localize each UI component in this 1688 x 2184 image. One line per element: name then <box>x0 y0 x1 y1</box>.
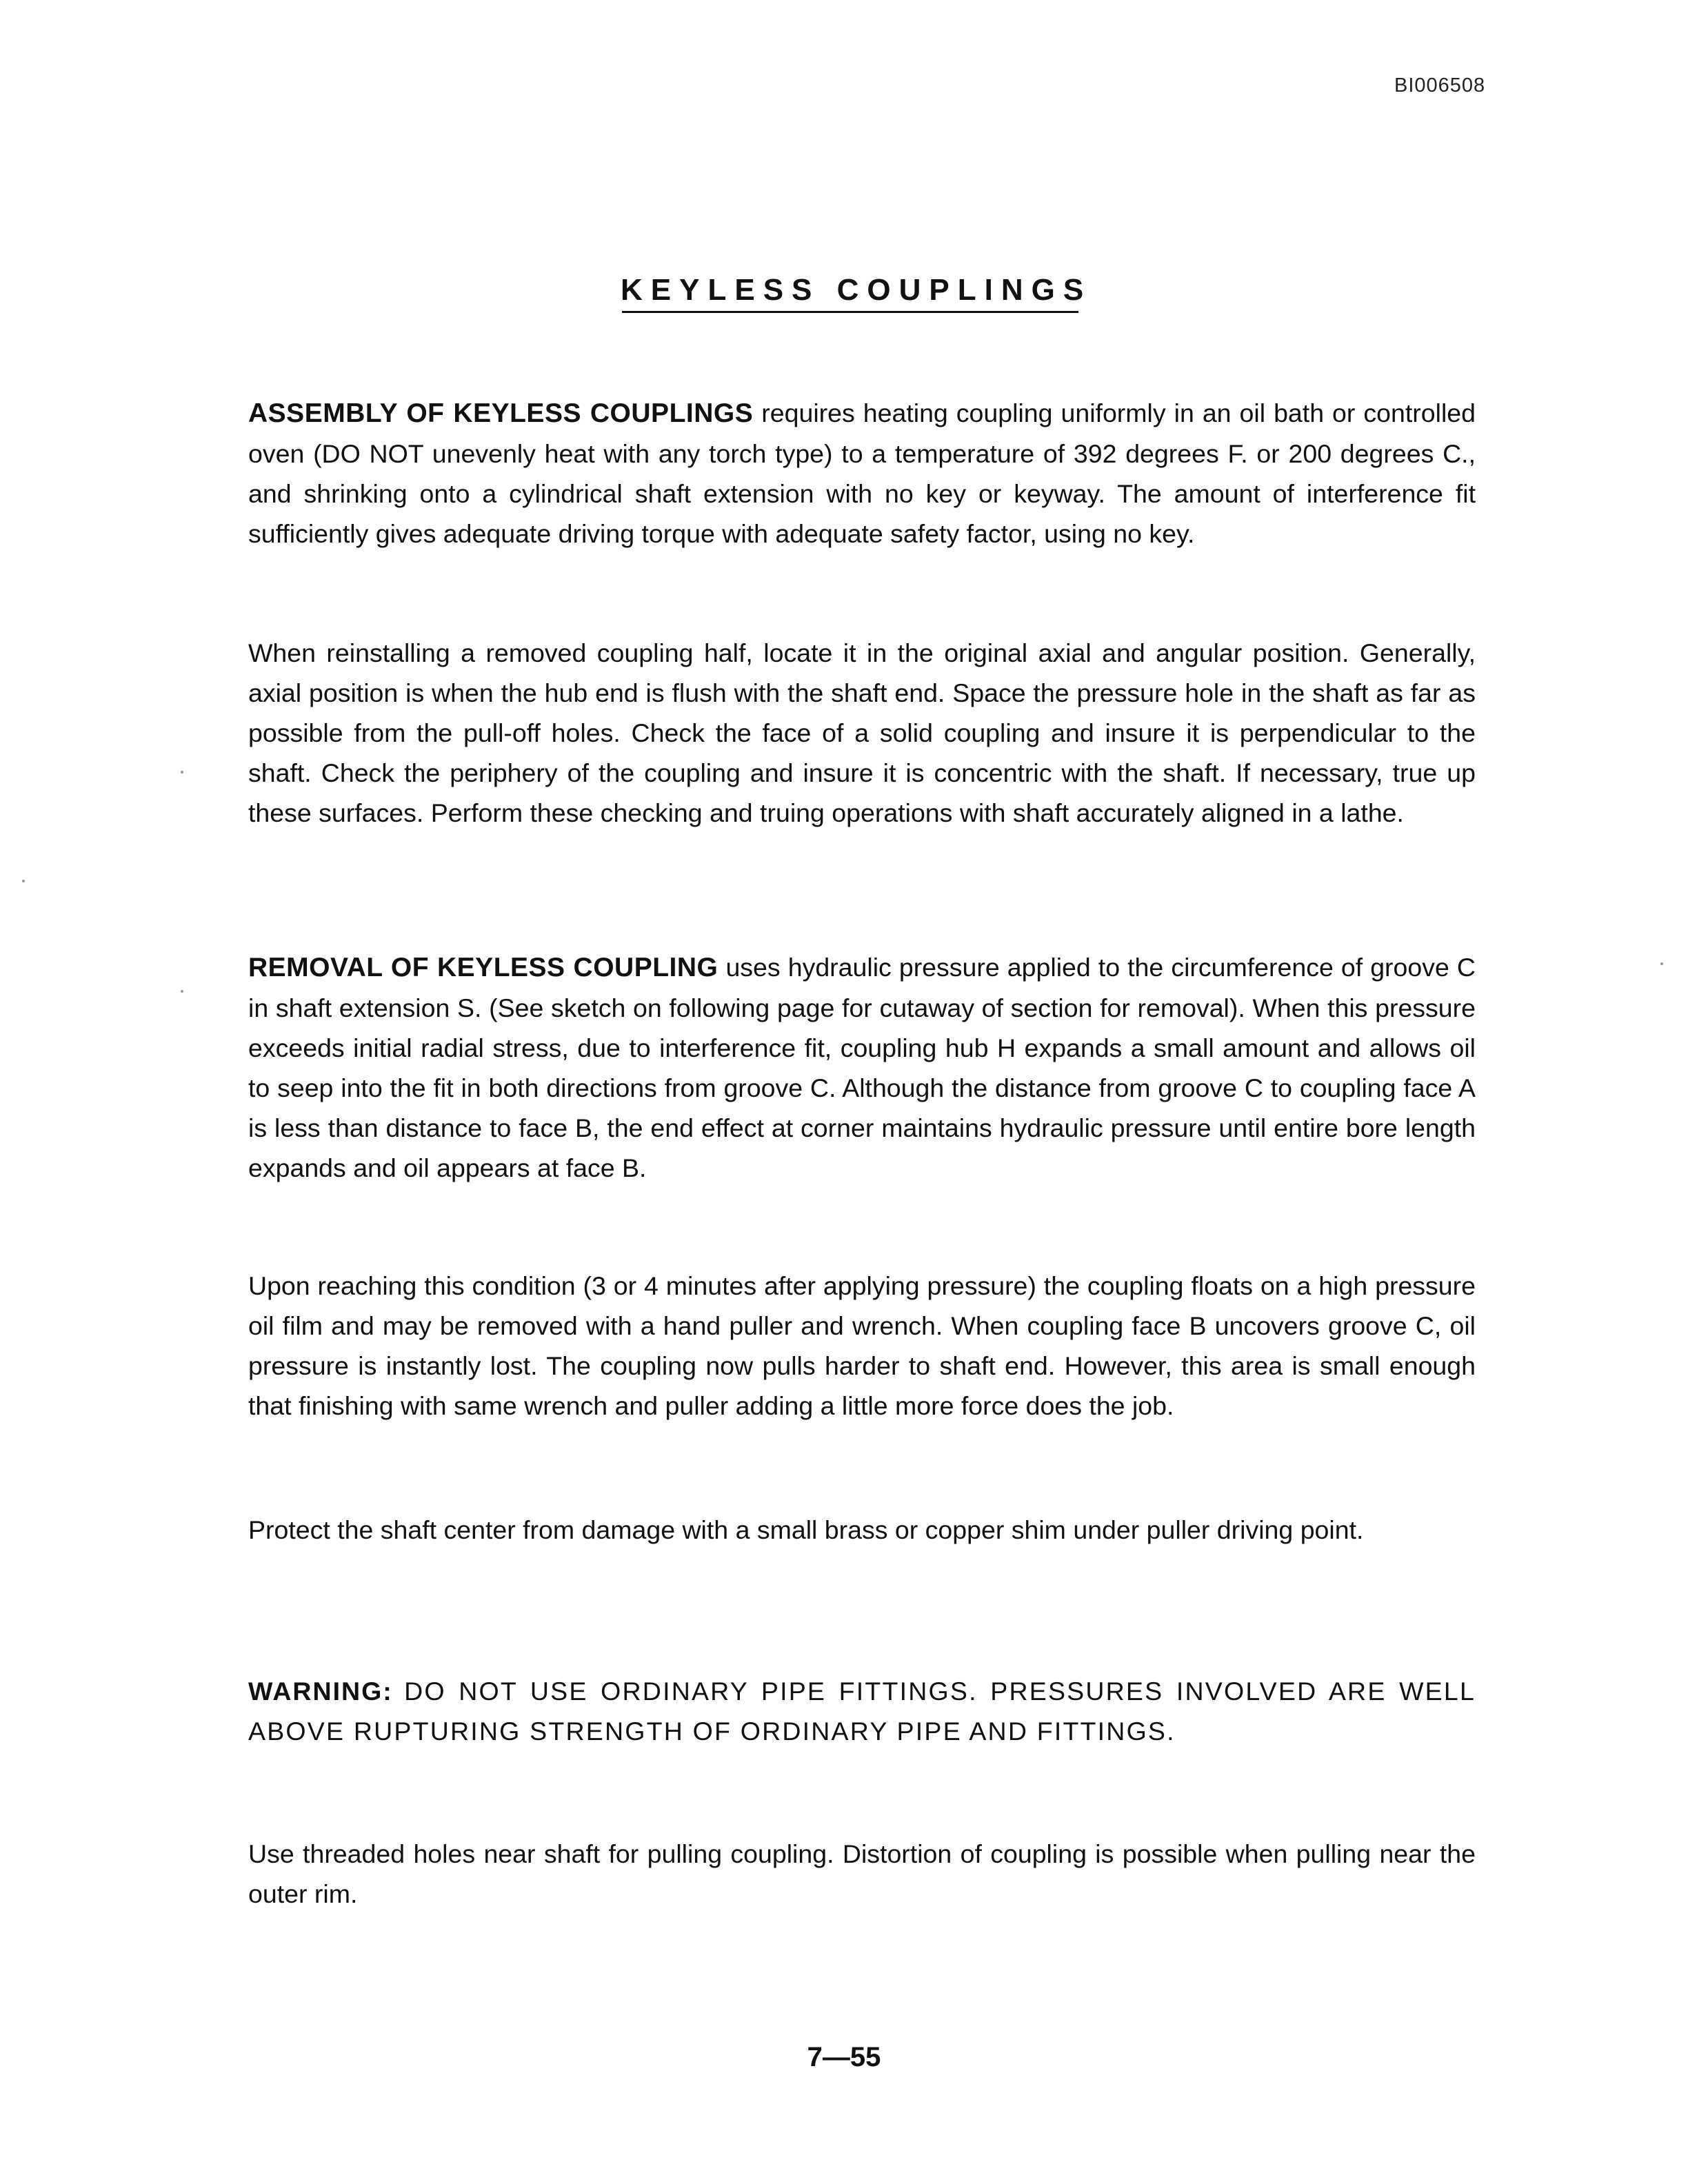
paragraph-text: Use threaded holes near shaft for pulling coupling. Distortion of coupling is possible when pulling near the outer rim. <box>248 1839 1476 1908</box>
paragraph-condition <box>248 1266 1476 1426</box>
scan-speck <box>1660 962 1663 965</box>
warning-block <box>248 1671 1476 1751</box>
paragraph-text: requires heating coupling uniformly in an oil bath or controlled oven (DO NOT unevenly heat with any torch type) to a temperature of 392 degrees F. or 200 degrees C., and shrinking onto a cylindrical shaft extension with no key or keyway. The amount of interference fit sufficiently gives adequate driving torque with adequate safety factor, using no key. <box>248 398 1476 548</box>
paragraph-assembly <box>248 393 1476 554</box>
paragraph-protect <box>248 1510 1476 1550</box>
paragraph-text: When reinstalling a removed coupling half, locate it in the original axial and angular position. Generally, axial position is when the hub end is flush with the shaft end. Space the pressure hole in the shaft as far as possible from the pull-off holes. Check the face of a solid coupling and insure it is perpendicular to the shaft. Check the periphery of the coupling and insure it is concentric with the shaft. If necessary, true up these surfaces. Perform these checking and truing operations with shaft accurately aligned in a lathe. <box>248 638 1476 827</box>
paragraph-closing <box>248 1834 1476 1914</box>
paragraph-text: Upon reaching this condition (3 or 4 minutes after applying pressure) the coupling floats on a high pressure oil film and may be removed with a hand puller and wrench. When coupling face B uncovers groove C, oil pressure is instantly lost. The coupling now pulls harder to shaft end. However, this area is small enough that finishing with same wrench and puller adding a little more force does the job. <box>248 1271 1476 1420</box>
scan-speck <box>181 990 183 993</box>
title-underline <box>622 311 1078 313</box>
document-id: BI006508 <box>1394 74 1486 97</box>
paragraph-lead: ASSEMBLY OF KEYLESS COUPLINGS <box>248 398 754 428</box>
scan-speck <box>181 771 183 774</box>
paragraph-reinstalling <box>248 633 1476 833</box>
scan-speck <box>22 880 25 882</box>
paragraph-text: uses hydraulic pressure applied to the circumference of groove C in shaft extension S. (See sketch on following page for cutaway of section for removal). When this pressure exceeds initial radial stress, due to interference fit, coupling hub H expands a small amount and allows oil to seep into the fit in both directions from groove C. Although the distance from groove C to coupling face A is less than distance to face B, the end effect at corner maintains hydraulic pressure until entire bore length expands and oil appears at face B. <box>248 953 1476 1182</box>
paragraph-lead: REMOVAL OF KEYLESS COUPLING <box>248 953 719 982</box>
page-number: 7—55 <box>807 2042 881 2072</box>
warning-label: WARNING: <box>248 1677 393 1706</box>
page-title: KEYLESS COUPLINGS <box>621 273 1092 307</box>
paragraph-removal <box>248 947 1476 1188</box>
warning-text: DO NOT USE ORDINARY PIPE FITTINGS. PRESSURES INVOLVED ARE WELL ABOVE RUPTURING STRENGTH OF ORDINARY PIPE AND FITTINGS. <box>248 1677 1476 1746</box>
paragraph-text: Protect the shaft center from damage with a small brass or copper shim under puller driving point. <box>248 1515 1364 1544</box>
